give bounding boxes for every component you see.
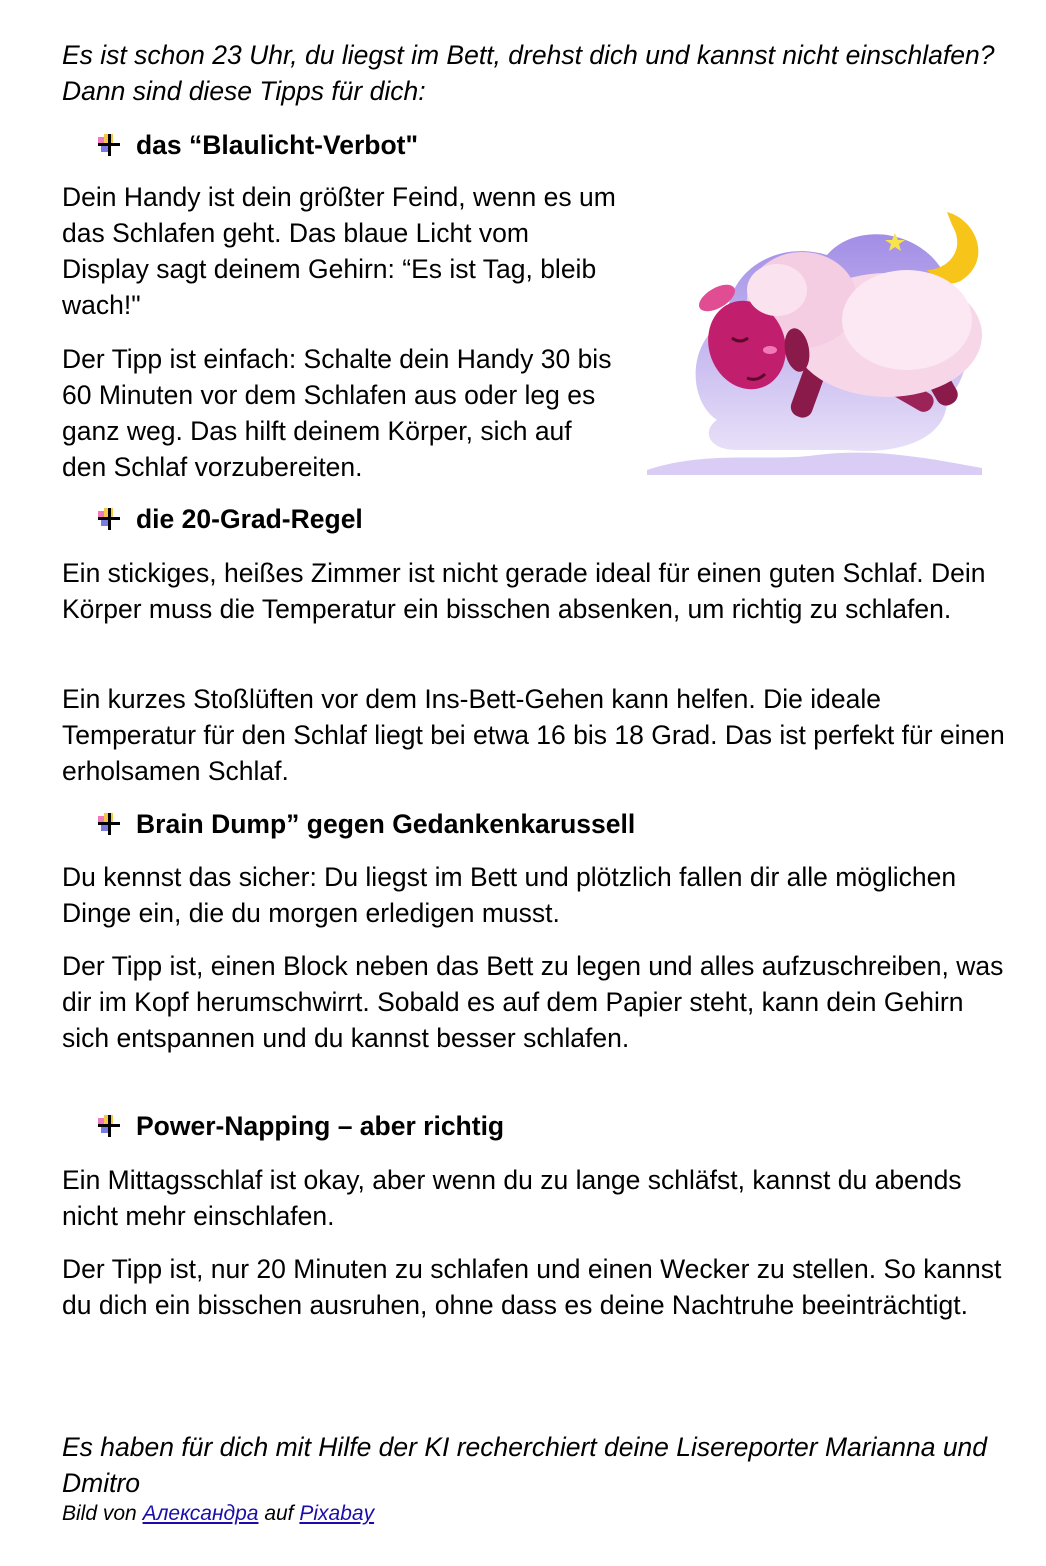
- heading-text: das “Blaulicht-Verbot": [136, 130, 419, 160]
- intro-text: Es ist schon 23 Uhr, du liegst im Bett, drehst dich und kannst nicht einschlafen? Dann sind diese Tipps für dich:: [62, 40, 995, 106]
- paragraph: Ein kurzes Stoßlüften vor dem Ins-Bett-Gehen kann helfen. Die ideale Temperatur für den Schlaf liegt bei etwa 16 bis 18 Grad. Das ist perfekt für einen erholsamen Schlaf.: [62, 684, 1005, 786]
- heading-text: die 20-Grad-Regel: [136, 504, 363, 534]
- section-heading-power-napping: [98, 1108, 504, 1144]
- paragraph: Ein stickiges, heißes Zimmer ist nicht gerade ideal für einen guten Schlaf. Dein Körper muss die Temperatur ein bisschen absenken, um richtig zu schlafen.: [62, 558, 986, 624]
- heading-text: Brain Dump” gegen Gedankenkarussell: [136, 809, 636, 839]
- section-heading-20-grad: [98, 501, 363, 537]
- bullet-icon: [98, 1115, 120, 1137]
- sheep-wool: [842, 270, 972, 370]
- image-author-link[interactable]: Александра: [142, 1502, 259, 1525]
- paragraph: Ein Mittagsschlaf ist okay, aber wenn du zu lange schläfst, kannst du abends nicht mehr einschlafen.: [62, 1165, 962, 1231]
- ground-shape: [647, 453, 982, 475]
- heading-text: Power-Napping – aber richtig: [136, 1111, 505, 1141]
- sheep-wool: [747, 264, 807, 316]
- paragraph: Du kennst das sicher: Du liegst im Bett und plötzlich fallen dir alle möglichen Dinge ein, die du morgen erledigen musst.: [62, 862, 957, 928]
- paragraph: Der Tipp ist, einen Block neben das Bett zu legen und alles aufzuschreiben, was dir im Kopf herumschwirrt. Sobald es auf dem Papier steht, kann dein Gehirn sich entspannen und du kannst besser schlafen.: [62, 951, 1004, 1053]
- authors-credit: Es haben für dich mit Hilfe der KI recherchiert deine Lisereporter Marianna und Dmitro: [62, 1432, 988, 1498]
- bullet-icon: [98, 134, 120, 156]
- section-heading-brain-dump: [98, 806, 635, 842]
- bullet-icon: [98, 508, 120, 530]
- image-credit: [62, 1501, 374, 1527]
- bullet-icon: [98, 813, 120, 835]
- image-credit-mid: auf: [264, 1502, 294, 1525]
- sheep-cheek: [763, 346, 777, 354]
- image-credit-prefix: Bild von: [62, 1502, 137, 1525]
- paragraph: Der Tipp ist einfach: Schalte dein Handy 30 bis 60 Minuten vor dem Schlafen aus oder leg es ganz weg. Das hilft deinem Körper, sich auf den Schlaf vorzubereiten.: [62, 344, 612, 482]
- pixabay-link[interactable]: Pixabay: [299, 1502, 375, 1525]
- section-heading-blaulicht: [98, 127, 418, 163]
- moon-icon: [927, 212, 978, 283]
- paragraph: Der Tipp ist, nur 20 Minuten zu schlafen und einen Wecker zu stellen. So kannst du dich ein bisschen ausruhen, ohne dass es deine Nachtruhe beeinträchtigt.: [62, 1254, 1002, 1320]
- paragraph: Dein Handy ist dein größter Feind, wenn es um das Schlafen geht. Das blaue Licht vom Display sagt deinem Gehirn: “Es ist Tag, bleib wach!": [62, 182, 616, 320]
- sleeping-sheep-illustration: [647, 200, 982, 480]
